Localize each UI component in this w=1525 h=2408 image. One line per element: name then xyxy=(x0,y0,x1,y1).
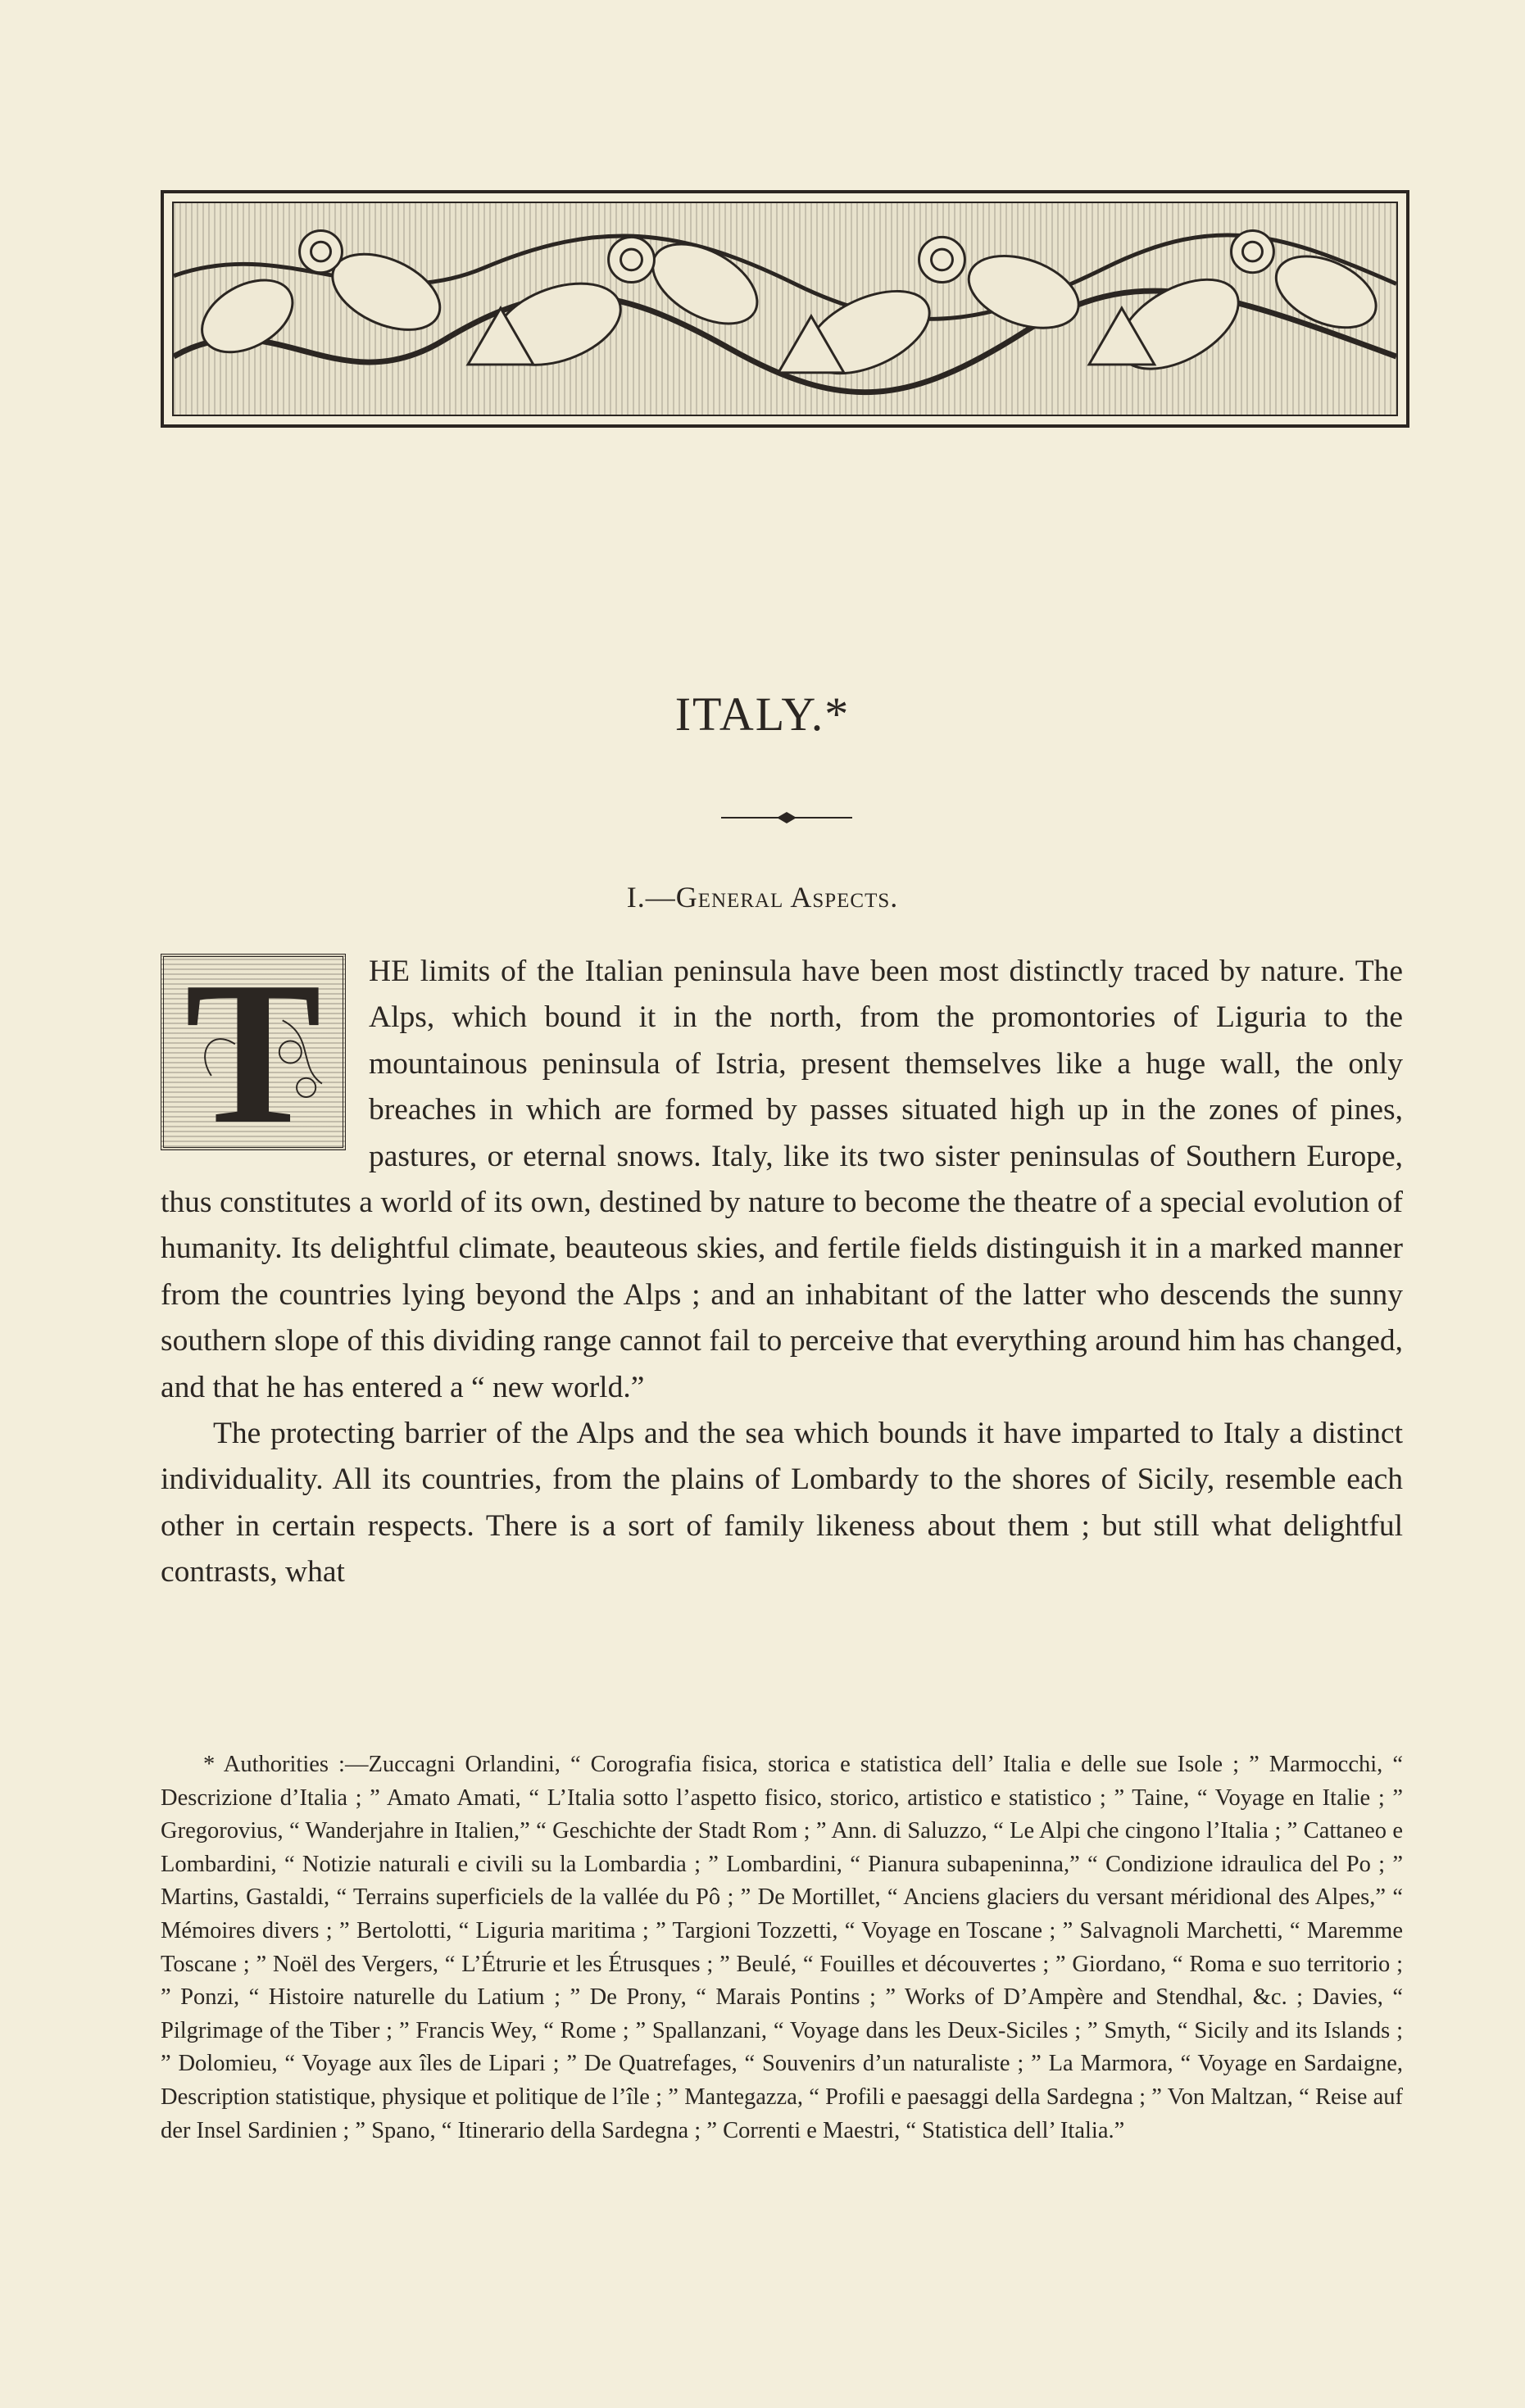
page-title: ITALY.* xyxy=(674,687,851,741)
body-text xyxy=(161,940,1403,1596)
drop-cap-letter: T xyxy=(184,940,322,1167)
paragraph: HE limits of the Italian peninsula have been most distinctly traced by nature. The Alps, which bound it in the north, from the promontories of Liguria to the mountainous peninsula of Istria, present themselves like a huge wall, the only breaches in which are formed by passes situated high up in the zones of pines, pastures, or eternal snows. Italy, like its two sister peninsulas of Southern Europe, thus constitutes a world of its own, destined by nature to become the theatre of a special evolution of humanity. Its delightful climate, beauteous skies, and fertile fields distinguish it in a marked manner from the countries lying beyond the Alps ; and an inhabitant of the latter who descends the sunny southern slope of this dividing range cannot fail to perceive that everything around him has changed, and that he has entered a “ new world.” xyxy=(161,955,1403,1404)
paragraph: The protecting barrier of the Alps and the sea which bounds it have imparted to Italy a distinct individuality. All its countries, from the plains of Lombardy to the shores of Sicily, resemble each other in certain respects. There is a sort of family likeness about them ; but still what delightful contrasts, what xyxy=(161,1417,1403,1589)
divider-ornament-icon xyxy=(721,809,852,826)
footnote xyxy=(161,1748,1403,2147)
drop-cap xyxy=(161,940,346,1167)
footnote-text: * Authorities :—Zuccagni Orlandini, “ Corografia fisica, storica e statistica dell’ Italia e delle sue Isole ; ” Marmocchi, “ Descrizione d’Italia ; ” Amato Amati, “ L’Italia sotto l’aspetto fisico, storico, artistico e statistico ; ” Taine, “ Voyage en Italie ; ” Gregorovius, “ Wanderjahre in Italien,” “ Geschichte der Stadt Rom ; ” Ann. di Saluzzo, “ Le Alpi che cingono l’Italia ; ” Cattaneo e Lombardini, “ Notizie naturali e civili su la Lombardia ; ” Lombardini, “ Pianura subapeninna,” “ Condizione idraulica del Po ; ” Martins, Gastaldi, “ Terrains superficiels de la vallée du Pô ; ” De Mortillet, “ Anciens glaciers du versant méridional des Alpes,” “ Mémoires divers ; ” Bertolotti, “ Liguria maritima ; ” Targioni Tozzetti, “ Voyage en Toscane ; ” Salvagnoli Marchetti, “ Maremme Toscane ; ” Noël des Vergers, “ L’Étrurie et les Étrusques ; ” Beulé, “ Fouilles et découvertes ; ” Giordano, “ Roma e suo territorio ; ” Ponzi, “ Histoire naturelle du Latium ; ” De Prony, “ Marais Pontins ; ” Works of D’Ampère and Stendhal, &c. ; Davies, “ Pilgrimage of the Tiber ; ” Francis Wey, “ Rome ; ” Spallanzani, “ Voyage dans les Deux-Siciles ; ” Smyth, “ Sicily and its Islands ; ” Dolomieu, “ Voyage aux îles de Lipari ; ” De Quatrefages, “ Souvenirs d’un naturaliste ; ” La Marmora, “ Voyage en Sardaigne, Description statistique, physique et politique de l’île ; ” Mantegazza, “ Profili e paesaggi della Sardegna ; ” Von Maltzan, “ Reise auf der Insel Sardinien ; ” Spano, “ Itinerario della Sardegna ; ” Correnti e Maestri, “ Statistica dell’ Italia.” xyxy=(161,1752,1403,2143)
section-heading: I.—General Aspects. xyxy=(626,881,899,914)
decorative-floral-banner xyxy=(161,190,1409,428)
floral-vine-ornament-icon xyxy=(174,203,1396,415)
